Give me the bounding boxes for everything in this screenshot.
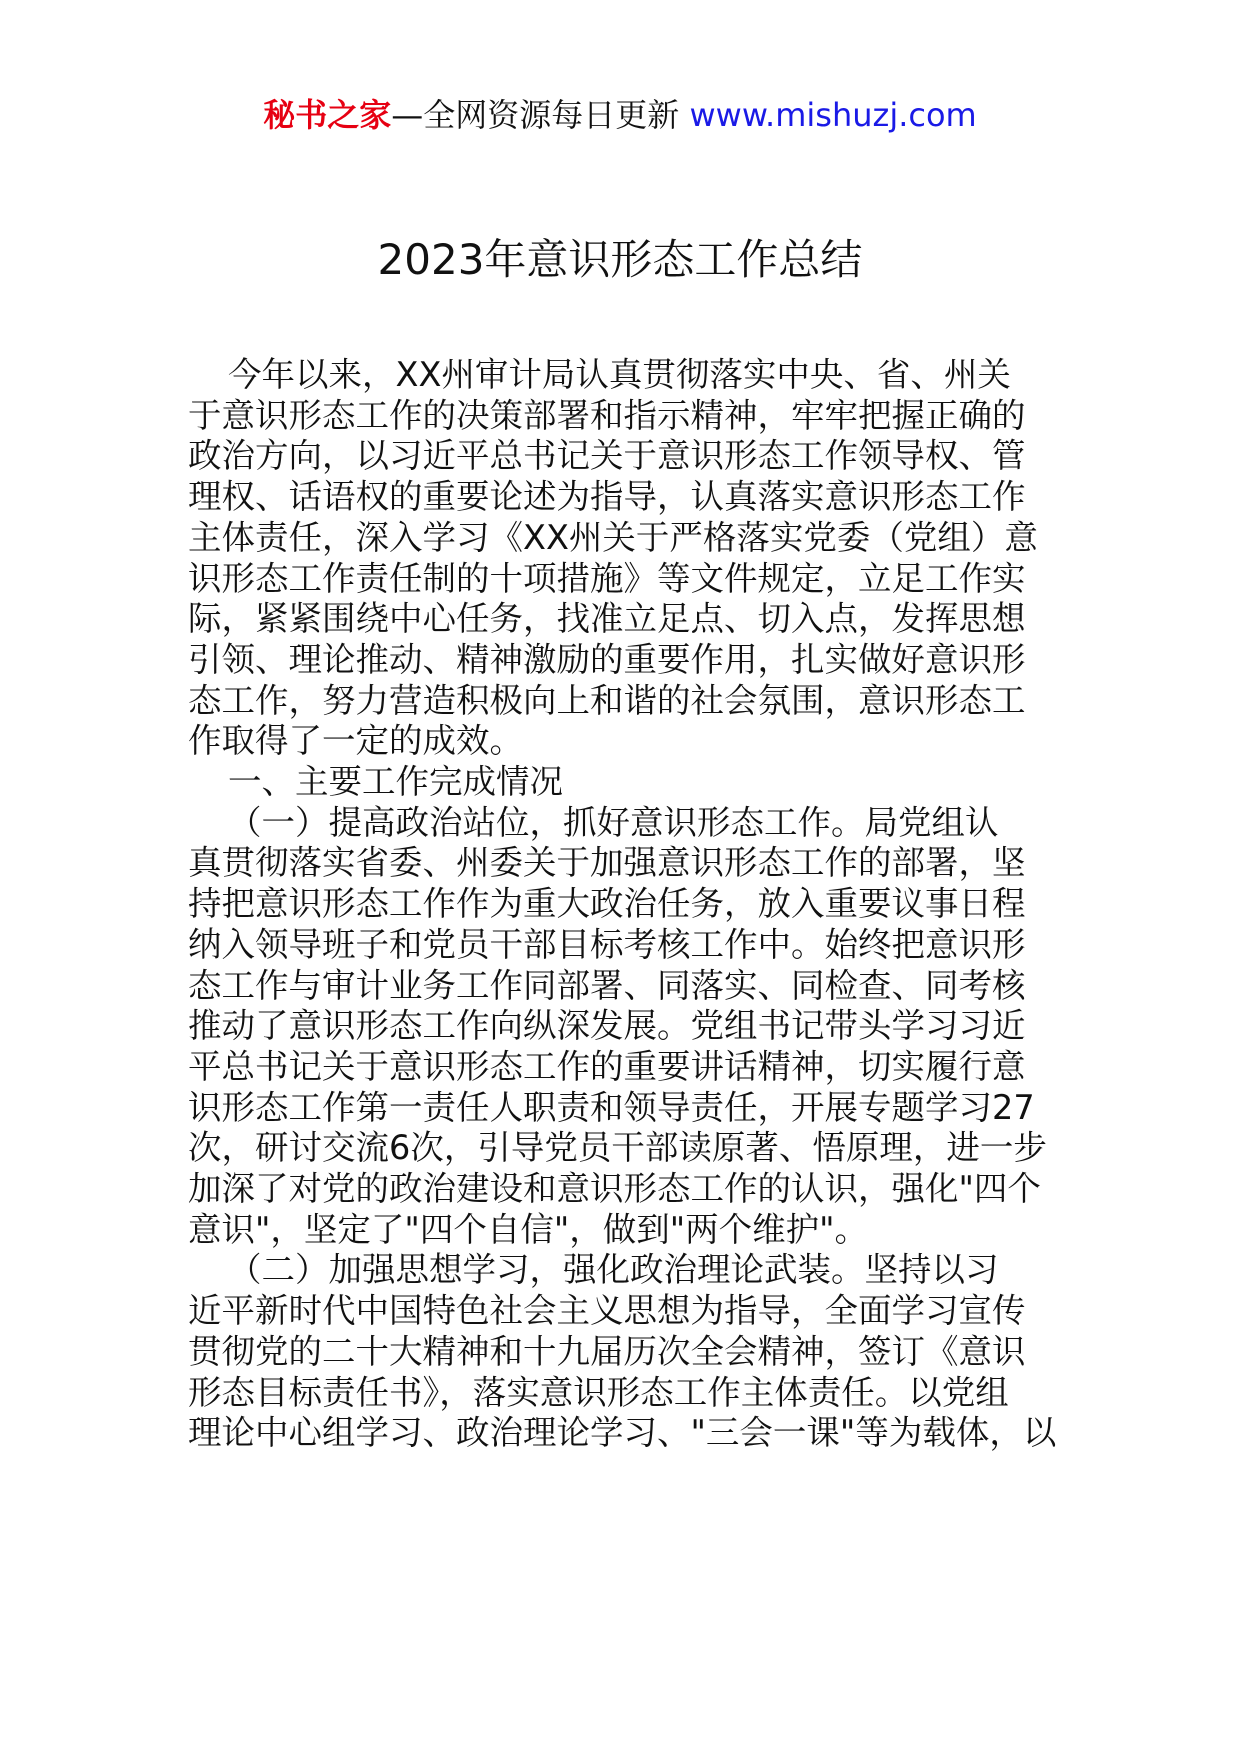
section-heading: 一、主要工作完成情况 [228, 762, 563, 801]
body-line: 纳入领导班子和党员干部目标考核工作中。始终把意识形 [188, 924, 1026, 964]
body-line: 态工作，努力营造积极向上和谐的社会氛围，意识形态工 [188, 680, 1026, 720]
body-line: 近平新时代中国特色社会主义思想为指导，全面学习宣传 [188, 1291, 1026, 1331]
body-line: 真贯彻落实省委、州委关于加强意识形态工作的部署，坚 [188, 843, 1026, 883]
body-line: 引领、理论推动、精神激励的重要作用，扎实做好意识形 [188, 639, 1026, 679]
site-url-link[interactable]: www.mishuzj.com [689, 96, 977, 134]
body-line: 态工作与审计业务工作同部署、同落实、同检查、同考核 [188, 965, 1026, 1005]
body-line: （二）加强思想学习，强化政治理论武装。坚持以习 [228, 1250, 999, 1290]
body-line: 贯彻党的二十大精神和十九届历次全会精神，签订《意识 [188, 1331, 1026, 1371]
body-line: 今年以来，XX州审计局认真贯彻落实中央、省、州关 [228, 355, 1011, 394]
body-line: 际，紧紧围绕中心任务，找准立足点、切入点，发挥思想 [188, 599, 1026, 639]
body-line: 平总书记关于意识形态工作的重要讲话精神，切实履行意 [188, 1046, 1026, 1086]
body-line: 主体责任，深入学习《XX州关于严格落实党委（党组）意 [188, 517, 1038, 557]
body-line: 推动了意识形态工作向纵深发展。党组书记带头学习习近 [188, 1006, 1026, 1046]
body-line: 持把意识形态工作作为重大政治任务，放入重要议事日程 [188, 884, 1026, 924]
body-line: 次，研讨交流6次，引导党员干部读原著、悟原理，进一步 [188, 1128, 1047, 1168]
body-line: 加深了对党的政治建设和意识形态工作的认识，强化"四个 [188, 1169, 1041, 1208]
body-line: 理论中心组学习、政治理论学习、"三会一课"等为载体，以 [188, 1413, 1057, 1453]
document-title: 2023年意识形态工作总结 [377, 235, 863, 284]
brand-name: 秘书之家 [263, 96, 392, 134]
site-header [0, 95, 1240, 135]
body-line: 于意识形态工作的决策部署和指示精神，牢牢把握正确的 [188, 395, 1026, 435]
body-line: （一）提高政治站位，抓好意识形态工作。局党组认 [228, 802, 999, 842]
body-line: 意识"，坚定了"四个自信"，做到"两个维护"。 [188, 1209, 869, 1249]
body-line: 政治方向，以习近平总书记关于意识形态工作领导权、管 [188, 436, 1026, 476]
body-line: 识形态工作责任制的十项措施》等文件规定，立足工作实 [188, 558, 1026, 598]
header-slogan: —全网资源每日更新 [391, 96, 680, 134]
body-line: 识形态工作第一责任人职责和领导责任，开展专题学习27 [188, 1087, 1035, 1127]
body-line: 理权、话语权的重要论述为指导，认真落实意识形态工作 [188, 477, 1026, 517]
body-line: 形态目标责任书》，落实意识形态工作主体责任。以党组 [188, 1372, 1009, 1412]
body-line: 作取得了一定的成效。 [188, 721, 523, 761]
